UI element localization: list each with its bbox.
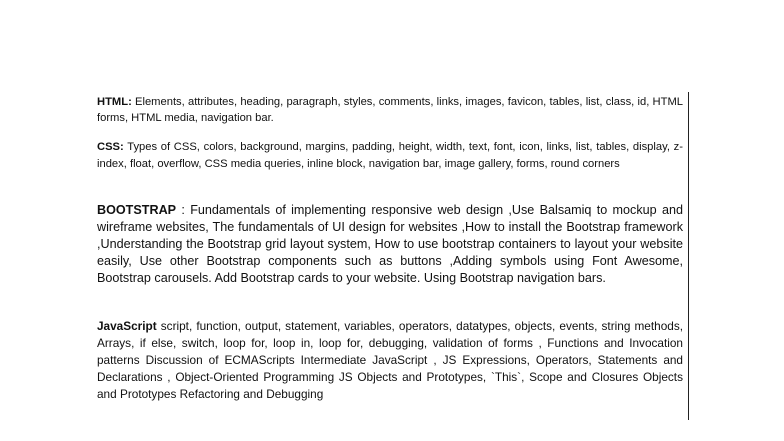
bootstrap-topics-text: : Fundamentals of implementing responsive web design ,Use Balsamiq to mockup and wireframe websites, The fundamentals of UI design for websites ,How to install the Bootstrap framework ,Understanding the Bootstrap grid layout system, How to use bootstrap containers to layout your website easily, Use other Bootstrap components such as buttons ,Adding symbols using Font Awesome, Bootstrap carousels. Add Bootstrap cards to your website. Using Bootstrap navigation bars. [97,203,683,285]
html-heading: HTML: [97,96,132,108]
css-topics-text: Types of CSS, colors, background, margins, padding, height, width, text, font, icon, links, list, tables, display, z-index, float, overflow, CSS media queries, inline block, navigation bar, image gallery, forms, round corners [97,141,683,170]
bootstrap-topics-paragraph [97,202,683,287]
html-topics-text: Elements, attributes, heading, paragraph, styles, comments, links, images, favicon, tables, list, class, id, HTML forms, HTML media, navigation bar. [97,96,683,124]
css-topics-paragraph [97,139,683,172]
javascript-topics-paragraph [97,318,683,403]
javascript-topics-text: script, function, output, statement, variables, operators, datatypes, objects, events, string methods, Arrays, if else, switch, loop for, loop in, loop for, debugging, validation of forms , Functions and Invocation patterns Discussion of ECMAScripts Intermediate JavaScript , JS Expressions, Operators, Statements and Declarations , Object-Oriented Programming JS Objects and Prototypes, `This`, Scope and Closures Objects and Prototypes Refactoring and Debugging [97,319,683,401]
css-heading: CSS: [97,141,124,153]
bootstrap-heading: BOOTSTRAP [97,203,177,217]
page-border-line [688,92,689,420]
html-topics-paragraph [97,94,683,126]
javascript-heading: JavaScript [97,319,157,333]
